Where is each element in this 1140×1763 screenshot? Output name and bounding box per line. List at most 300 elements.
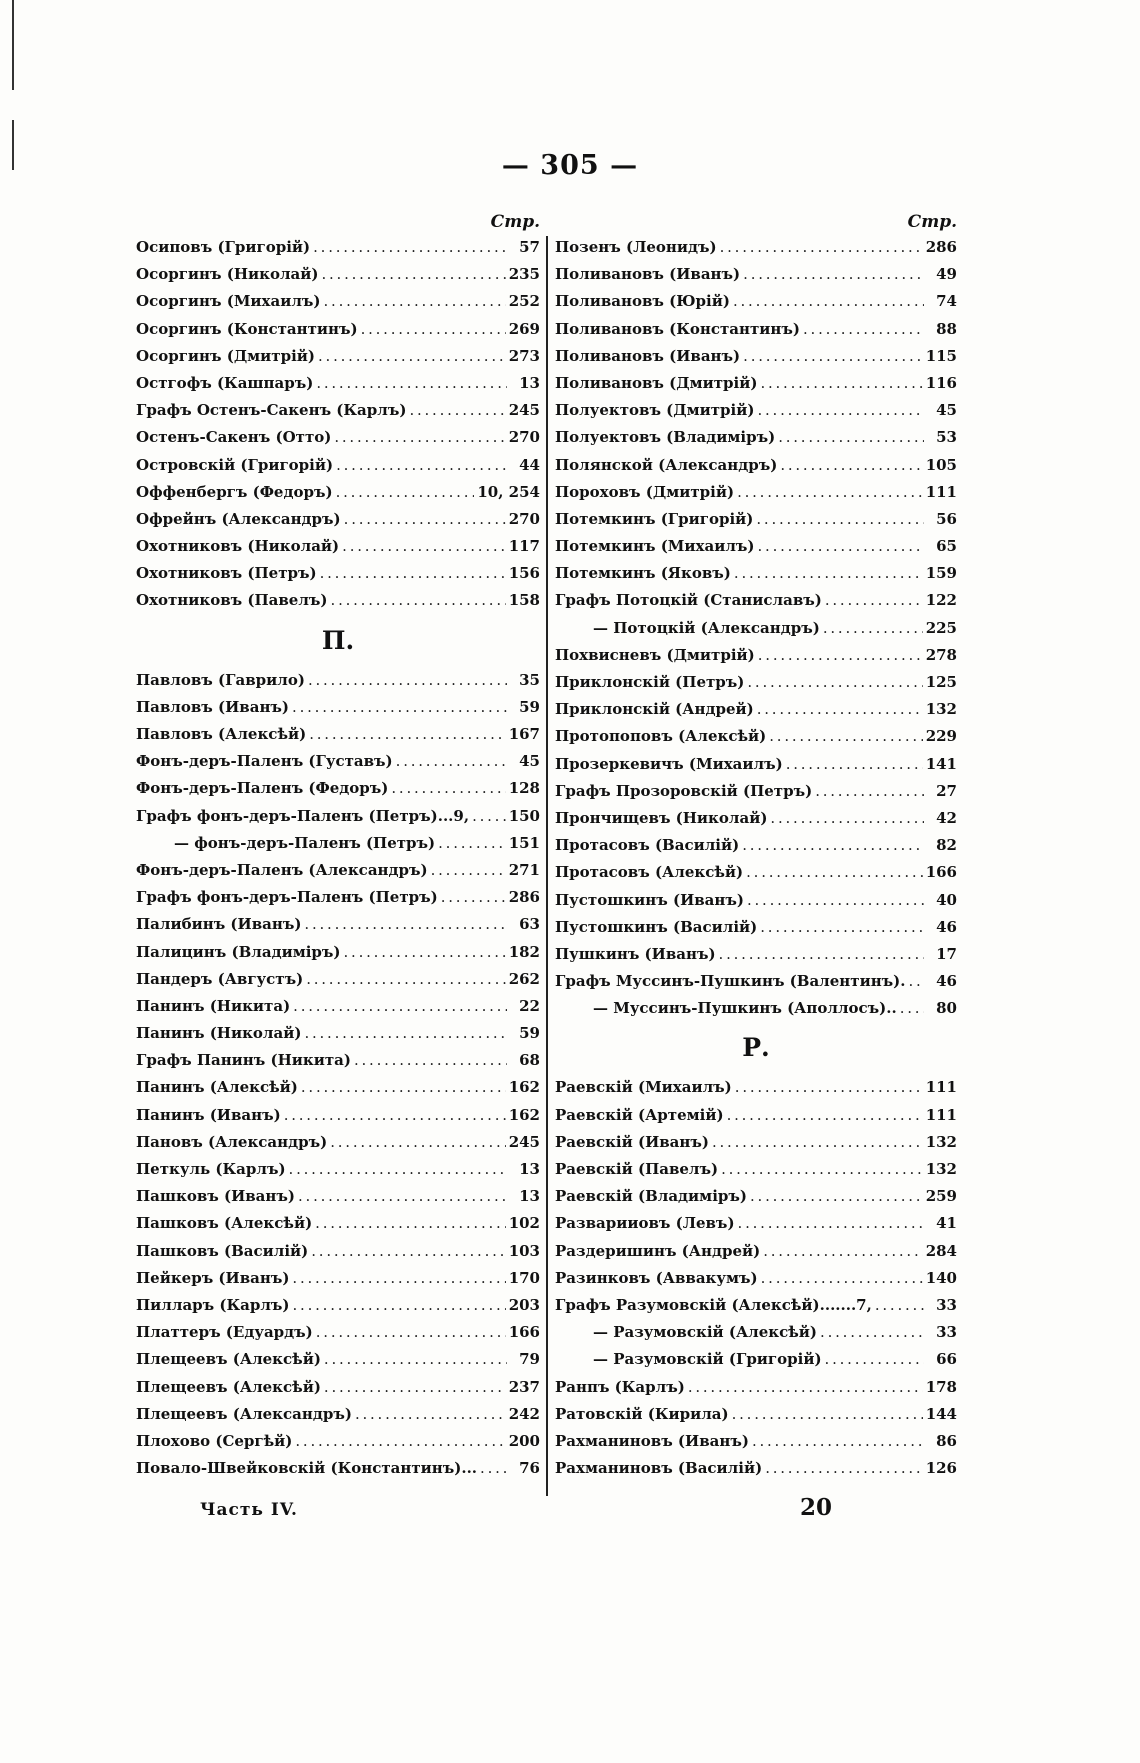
column-header-page: Стр. — [490, 212, 540, 232]
index-entry — [136, 1047, 540, 1074]
entry-name: Графъ Разумовскій (Алексѣй).......7, — [555, 1295, 872, 1314]
dot-leader — [780, 452, 922, 479]
index-entry — [555, 370, 957, 397]
entry-page: 41 — [936, 1214, 957, 1233]
entry-page: 132 — [925, 1132, 957, 1151]
index-group-p-continued — [555, 234, 957, 1022]
entry-name: Пустошкинъ (Иванъ) — [555, 890, 744, 909]
entry-name: Офрейнъ (Александръ) — [136, 509, 341, 528]
entry-name: Осоргинъ (Константинъ) — [136, 319, 358, 338]
index-entry — [136, 1374, 540, 1401]
entry-page: 44 — [519, 455, 540, 474]
index-entry — [555, 859, 957, 886]
entry-name: Павловъ (Иванъ) — [136, 697, 290, 716]
entry-name: Поливановъ (Иванъ) — [555, 265, 741, 284]
index-entry — [555, 696, 957, 723]
entry-page: 262 — [508, 969, 540, 988]
dot-leader — [746, 859, 923, 886]
entry-page: 259 — [925, 1187, 957, 1206]
index-entry — [136, 721, 540, 748]
entry-page: 80 — [936, 999, 957, 1018]
dot-leader — [769, 723, 922, 750]
entry-name: Пустошкинъ (Василій) — [555, 917, 758, 936]
index-entry — [555, 424, 957, 451]
entry-name: Пушкинъ (Иванъ) — [555, 944, 716, 963]
entry-name: Графъ Потоцкій (Станиславъ) — [555, 591, 822, 610]
entry-page: 13 — [519, 1160, 540, 1178]
index-entry — [555, 832, 957, 859]
dot-leader — [289, 1156, 507, 1183]
entry-name: — Муссинъ-Пушкинъ (Аполлосъ).. — [593, 999, 897, 1018]
entry-page: 105 — [925, 455, 957, 474]
dot-leader — [316, 370, 507, 397]
index-column-left — [136, 210, 540, 1482]
entry-name: Охотниковъ (Павелъ) — [136, 591, 328, 610]
entry-name: Ранпъ (Карлъ) — [555, 1377, 685, 1396]
dot-leader — [304, 1020, 507, 1047]
dot-leader — [756, 506, 924, 533]
entry-name: Осоргинъ (Николай) — [136, 265, 319, 284]
entry-name: Раевскій (Иванъ) — [555, 1132, 709, 1151]
entry-name: Осоргинъ (Дмитрій) — [136, 346, 316, 365]
index-group-o — [136, 234, 540, 615]
dot-leader — [292, 1265, 505, 1292]
index-entry — [136, 452, 540, 479]
dot-leader — [688, 1374, 923, 1401]
index-group-r — [555, 1074, 957, 1482]
dot-leader — [761, 1265, 923, 1292]
entry-name: Плещеевъ (Алексѣй) — [136, 1377, 321, 1396]
index-entry — [555, 723, 957, 750]
entry-name: Протопоповъ (Алексѣй) — [555, 727, 767, 746]
entry-page: 76 — [519, 1459, 540, 1478]
index-entry — [555, 1074, 957, 1101]
dot-leader — [750, 1183, 923, 1210]
index-entry — [136, 1455, 540, 1482]
dot-leader — [320, 560, 506, 587]
entry-name: Протасовъ (Алексѣй) — [555, 863, 744, 882]
section-letter-p: П. — [321, 625, 355, 655]
entry-name: Прончищевъ (Николай) — [555, 808, 768, 827]
dot-leader — [293, 1292, 506, 1319]
dot-leader — [727, 1102, 923, 1129]
index-entry — [136, 1156, 540, 1183]
index-entry — [136, 939, 540, 966]
dot-leader — [409, 397, 505, 424]
entry-page: 33 — [936, 1295, 957, 1314]
entry-page: 178 — [925, 1377, 957, 1396]
entry-name: Поливановъ (Иванъ) — [555, 346, 741, 365]
index-entry — [136, 370, 540, 397]
dot-leader — [301, 1074, 506, 1101]
dot-leader — [825, 587, 923, 614]
entry-name: Панинъ (Николай) — [136, 1024, 302, 1043]
dot-leader — [757, 397, 924, 424]
index-entry — [555, 288, 957, 315]
entry-name: Фонъ-деръ-Паленъ (Федоръ) — [136, 779, 389, 798]
index-entry — [555, 995, 957, 1022]
index-entry — [555, 261, 957, 288]
dot-leader — [324, 1374, 506, 1401]
index-entry — [555, 887, 957, 914]
entry-page: 237 — [508, 1377, 540, 1396]
dot-leader — [735, 1074, 923, 1101]
dot-leader — [344, 506, 506, 533]
index-entry — [136, 1210, 540, 1237]
index-entry — [136, 1129, 540, 1156]
entry-page: 150 — [508, 806, 540, 825]
dot-leader — [732, 1401, 923, 1428]
index-entry — [555, 343, 957, 370]
dot-leader — [293, 993, 507, 1020]
entry-name: Пашковъ (Иванъ) — [136, 1187, 295, 1206]
entry-page: 33 — [936, 1323, 957, 1342]
entry-name: Пановъ (Александръ) — [136, 1132, 328, 1151]
dot-leader — [284, 1102, 506, 1129]
index-entry — [555, 533, 957, 560]
entry-name: Павловъ (Алексѣй) — [136, 725, 307, 743]
entry-name: Петкуль (Карлъ) — [136, 1160, 286, 1178]
entry-page: 45 — [519, 752, 540, 771]
entry-page: 74 — [936, 292, 957, 311]
dot-leader — [318, 343, 506, 370]
index-entry — [555, 669, 957, 696]
entry-page: 166 — [925, 863, 957, 882]
entry-name: Охотниковъ (Николай) — [136, 537, 340, 556]
dot-leader — [344, 939, 506, 966]
entry-name: Осиповъ (Григорій) — [136, 238, 311, 256]
entry-name: Позенъ (Леонидъ) — [555, 238, 717, 256]
index-entry — [136, 1319, 540, 1346]
footer-signature-mark: 20 — [800, 1494, 833, 1521]
entry-name: Панинъ (Никита) — [136, 996, 291, 1015]
dot-leader — [361, 316, 506, 343]
index-entry — [136, 1183, 540, 1210]
entry-page: 46 — [936, 972, 957, 991]
entry-page: 63 — [519, 915, 540, 934]
index-entry — [136, 830, 540, 857]
entry-name: Остгофъ (Кашпаръ) — [136, 373, 314, 392]
entry-page: 162 — [508, 1105, 540, 1124]
entry-name: Пороховъ (Дмитрій) — [555, 482, 735, 501]
index-entry — [136, 993, 540, 1020]
entry-page: 203 — [508, 1295, 540, 1314]
entry-name: Полянской (Александръ) — [555, 455, 778, 474]
entry-page: 286 — [925, 238, 957, 256]
entry-page: 182 — [508, 942, 540, 961]
section-letter-r: Р. — [742, 1033, 770, 1063]
entry-page: 245 — [508, 401, 540, 420]
index-entry — [136, 1238, 540, 1265]
index-entry — [555, 452, 957, 479]
entry-name: Охотниковъ (Петръ) — [136, 564, 317, 583]
entry-name: Приклонскій (Петръ) — [555, 673, 745, 691]
entry-page: 128 — [508, 779, 540, 798]
entry-page: 102 — [508, 1214, 540, 1233]
entry-page: 53 — [936, 428, 957, 447]
index-entry — [136, 775, 540, 802]
index-entry — [136, 857, 540, 884]
entry-page: 111 — [925, 482, 957, 501]
dot-leader — [308, 667, 507, 694]
entry-page: 271 — [508, 860, 540, 879]
index-entry — [555, 941, 957, 968]
entry-page: 270 — [508, 428, 540, 447]
dot-leader — [311, 1238, 505, 1265]
entry-name: Оффенбергъ (Федоръ) — [136, 482, 333, 501]
entry-page: 286 — [508, 888, 540, 907]
entry-name: Поливановъ (Юрій) — [555, 292, 730, 311]
entry-page: 65 — [936, 537, 957, 556]
entry-name: Островскій (Григорій) — [136, 455, 334, 474]
dot-leader — [900, 995, 924, 1022]
entry-name: Приклонскій (Андрей) — [555, 700, 754, 719]
index-entry — [136, 1428, 540, 1455]
entry-page: 167 — [508, 725, 540, 743]
index-entry — [555, 1129, 957, 1156]
entry-name: Потемкинъ (Михаилъ) — [555, 537, 755, 556]
dot-leader — [737, 479, 923, 506]
index-entry — [136, 1020, 540, 1047]
index-column-right — [555, 210, 957, 1482]
entry-name: Протасовъ (Василій) — [555, 836, 740, 855]
entry-name: Раевскій (Павелъ) — [555, 1160, 719, 1178]
index-entry — [555, 560, 957, 587]
entry-page: 156 — [508, 564, 540, 583]
entry-page: 45 — [936, 401, 957, 420]
index-entry — [555, 1428, 957, 1455]
column-divider — [546, 236, 548, 1496]
dot-leader — [441, 884, 506, 911]
dot-leader — [747, 887, 924, 914]
entry-page: 17 — [936, 944, 957, 963]
dot-leader — [309, 721, 505, 748]
index-entry — [555, 642, 957, 669]
dot-leader — [295, 1428, 505, 1455]
entry-page: 141 — [925, 754, 957, 773]
entry-page: 46 — [936, 917, 957, 936]
entry-page: 111 — [925, 1078, 957, 1097]
entry-name: Поливановъ (Дмитрій) — [555, 373, 758, 392]
entry-name: Полуектовъ (Владиміръ) — [555, 428, 776, 447]
entry-page: 132 — [925, 1160, 957, 1178]
index-entry — [555, 914, 957, 941]
entry-name: Панинъ (Алексѣй) — [136, 1078, 298, 1097]
entry-name: Раевскій (Артемій) — [555, 1105, 724, 1124]
entry-page: 115 — [925, 346, 957, 365]
dot-leader — [747, 669, 922, 696]
entry-name: Графъ фонъ-деръ-Паленъ (Петръ)...9, — [136, 806, 470, 825]
dot-leader — [304, 911, 507, 938]
dot-leader — [721, 1156, 923, 1183]
index-entry — [555, 1265, 957, 1292]
dot-leader — [743, 261, 924, 288]
index-entry — [136, 1292, 540, 1319]
dot-leader — [431, 857, 506, 884]
entry-name: Графъ Прозоровскій (Петръ) — [555, 781, 813, 800]
index-entry — [136, 1102, 540, 1129]
dot-leader — [336, 452, 507, 479]
index-entry — [136, 533, 540, 560]
entry-page: 117 — [508, 537, 540, 556]
index-entry — [555, 1102, 957, 1129]
entry-page: 56 — [936, 509, 957, 528]
entry-name: Прозеркевичъ (Михаилъ) — [555, 754, 783, 773]
index-entry — [555, 1156, 957, 1183]
dot-leader — [330, 1129, 505, 1156]
index-entry — [555, 234, 957, 261]
entry-page: 88 — [936, 319, 957, 338]
dot-leader — [815, 778, 924, 805]
entry-name: Пашковъ (Василій) — [136, 1241, 309, 1260]
entry-name: Графъ Остенъ-Сакенъ (Карлъ) — [136, 401, 407, 420]
dot-leader — [760, 370, 922, 397]
entry-page: 40 — [936, 890, 957, 909]
entry-name: Фонъ-деръ-Паленъ (Густавъ) — [136, 752, 393, 771]
entry-name: — фонъ-деръ-Паленъ (Петръ) — [174, 833, 436, 852]
index-entry — [136, 316, 540, 343]
entry-page: 151 — [508, 833, 540, 852]
index-entry — [136, 1265, 540, 1292]
margin-line-top — [12, 0, 14, 90]
entry-name: Раздеришинъ (Андрей) — [555, 1241, 761, 1260]
dot-leader — [909, 968, 924, 995]
dot-leader — [720, 234, 923, 261]
entry-name: Павловъ (Гаврило) — [136, 670, 305, 689]
entry-page: 66 — [936, 1350, 957, 1369]
entry-page: 158 — [508, 591, 540, 610]
dot-leader — [770, 805, 924, 832]
page-number: — 305 — — [501, 150, 639, 181]
dot-leader — [396, 748, 507, 775]
index-entry — [555, 1183, 957, 1210]
entry-page: 162 — [508, 1078, 540, 1097]
entry-page: 132 — [925, 700, 957, 719]
dot-leader — [480, 1455, 507, 1482]
entry-page: 57 — [519, 238, 540, 256]
entry-name: Палибинъ (Иванъ) — [136, 915, 302, 934]
dot-leader — [786, 751, 923, 778]
index-entry — [555, 587, 957, 614]
entry-page: 59 — [519, 697, 540, 716]
dot-leader — [823, 615, 923, 642]
entry-name: Раевскій (Михаилъ) — [555, 1078, 732, 1097]
entry-name: Рахманиновъ (Василій) — [555, 1459, 763, 1478]
dot-leader — [778, 424, 924, 451]
index-entry — [555, 397, 957, 424]
index-entry — [136, 1346, 540, 1373]
entry-page: 278 — [925, 645, 957, 664]
dot-leader — [472, 803, 506, 830]
entry-name: Потемкинъ (Григорій) — [555, 509, 754, 528]
dot-leader — [306, 966, 506, 993]
entry-name: Осоргинъ (Михаилъ) — [136, 292, 321, 311]
dot-leader — [354, 1047, 507, 1074]
index-entry — [555, 316, 957, 343]
entry-name: Пилларъ (Карлъ) — [136, 1295, 290, 1314]
entry-name: Пейкеръ (Иванъ) — [136, 1268, 290, 1287]
entry-page: 116 — [925, 373, 957, 392]
entry-page: 170 — [508, 1268, 540, 1287]
index-entry — [136, 424, 540, 451]
column-header-page: Стр. — [907, 212, 957, 232]
entry-page: 245 — [508, 1132, 540, 1151]
dot-leader — [324, 288, 506, 315]
dot-leader — [757, 696, 923, 723]
dot-leader — [758, 642, 923, 669]
entry-name: Разварииовъ (Левъ) — [555, 1214, 735, 1233]
index-entry — [555, 1346, 957, 1373]
dot-leader — [765, 1455, 923, 1482]
dot-leader — [803, 316, 924, 343]
index-entry — [136, 560, 540, 587]
entry-page: 200 — [508, 1431, 540, 1450]
entry-name: Повало-Швейковскій (Константинъ)... — [136, 1459, 478, 1478]
entry-page: 235 — [508, 265, 540, 284]
entry-page: 79 — [519, 1350, 540, 1369]
index-entry — [136, 261, 540, 288]
index-entry — [136, 343, 540, 370]
index-entry — [136, 694, 540, 721]
index-entry — [136, 911, 540, 938]
entry-page: 13 — [519, 1187, 540, 1206]
index-entry — [555, 968, 957, 995]
index-entry — [555, 805, 957, 832]
entry-page: 68 — [519, 1051, 540, 1070]
entry-name: Плещеевъ (Алексѣй) — [136, 1350, 321, 1369]
dot-leader — [738, 1210, 924, 1237]
dot-leader — [719, 941, 924, 968]
index-entry — [136, 966, 540, 993]
index-entry — [136, 397, 540, 424]
entry-name: Рахманиновъ (Иванъ) — [555, 1431, 749, 1450]
entry-page: 284 — [925, 1241, 957, 1260]
index-entry — [136, 667, 540, 694]
index-entry — [555, 615, 957, 642]
entry-name: — Разумовскій (Алексѣй) — [593, 1323, 818, 1342]
dot-leader — [825, 1346, 924, 1373]
dot-leader — [355, 1401, 506, 1428]
dot-leader — [760, 914, 924, 941]
entry-name: Ратовскій (Кирила) — [555, 1404, 729, 1423]
entry-name: Плещеевъ (Александръ) — [136, 1404, 352, 1423]
dot-leader — [334, 424, 505, 451]
index-entry — [136, 479, 540, 506]
dot-leader — [820, 1319, 924, 1346]
entry-name: Графъ фонъ-деръ-Паленъ (Петръ) — [136, 888, 438, 907]
entry-page: 252 — [508, 292, 540, 311]
dot-leader — [316, 1319, 506, 1346]
entry-page: 273 — [508, 346, 540, 365]
entry-page: 82 — [936, 836, 957, 855]
dot-leader — [391, 775, 505, 802]
index-entry — [555, 1238, 957, 1265]
entry-page: 13 — [519, 373, 540, 392]
entry-name: Разинковъ (Аввакумъ) — [555, 1268, 758, 1287]
dot-leader — [763, 1238, 922, 1265]
entry-name: Палицинъ (Владиміръ) — [136, 942, 341, 961]
index-entry — [136, 506, 540, 533]
entry-page: 111 — [925, 1105, 957, 1124]
entry-page: 42 — [936, 808, 957, 827]
entry-page: 35 — [519, 670, 540, 689]
entry-page: 86 — [936, 1431, 957, 1450]
entry-page: 27 — [936, 781, 957, 800]
entry-page: 22 — [519, 996, 540, 1015]
dot-leader — [342, 533, 506, 560]
index-entry — [136, 803, 540, 830]
index-entry — [136, 587, 540, 614]
